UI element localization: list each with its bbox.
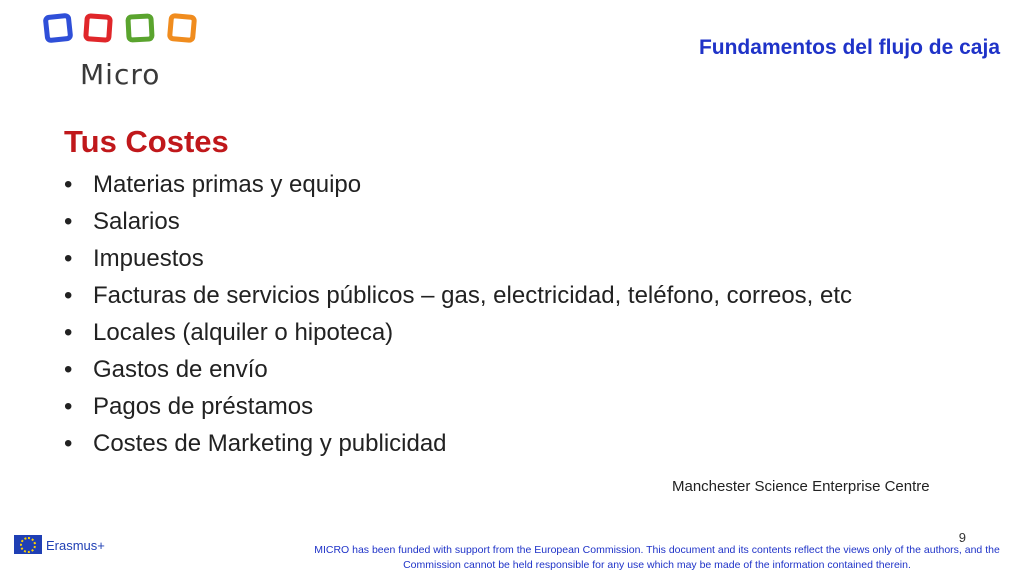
bullet-item: • Locales (alquiler o hipoteca): [64, 318, 954, 348]
logo-wordmark: Micro: [80, 58, 161, 91]
micro-logo: [40, 6, 210, 90]
slide-heading: Tus Costes: [64, 124, 229, 159]
logo-square-green: [125, 13, 154, 42]
page-number: 9: [958, 530, 966, 545]
erasmus-plus-logo: Erasmus+: [46, 538, 105, 553]
cost-bullet-list: [64, 170, 954, 466]
eu-stars-icon: [20, 537, 36, 553]
logo-square-blue: [43, 13, 74, 44]
bullet-item: • Gastos de envío: [64, 355, 954, 385]
logo-square-red: [83, 13, 113, 43]
slide-header-title: Fundamentos del flujo de caja: [698, 36, 1000, 59]
logo-square-orange: [167, 13, 197, 43]
funding-disclaimer: MICRO has been funded with support from the European Commission. This document and its contents reflect the views only of the authors, and the Commission cannot be held responsible for any use which may be made of the information contained therein.: [314, 544, 1000, 571]
bullet-item: • Salarios: [64, 207, 954, 237]
bullet-item: • Impuestos: [64, 244, 954, 274]
bullet-item: • Facturas de servicios públicos – gas, electricidad, teléfono, correos, etc: [64, 281, 954, 311]
bullet-item: • Materias primas y equipo: [64, 170, 954, 200]
eu-flag-icon: [14, 535, 42, 554]
source-credit: Manchester Science Enterprise Centre: [672, 478, 930, 495]
bullet-item: • Pagos de préstamos: [64, 392, 954, 422]
bullet-item: • Costes de Marketing y publicidad: [64, 429, 954, 459]
